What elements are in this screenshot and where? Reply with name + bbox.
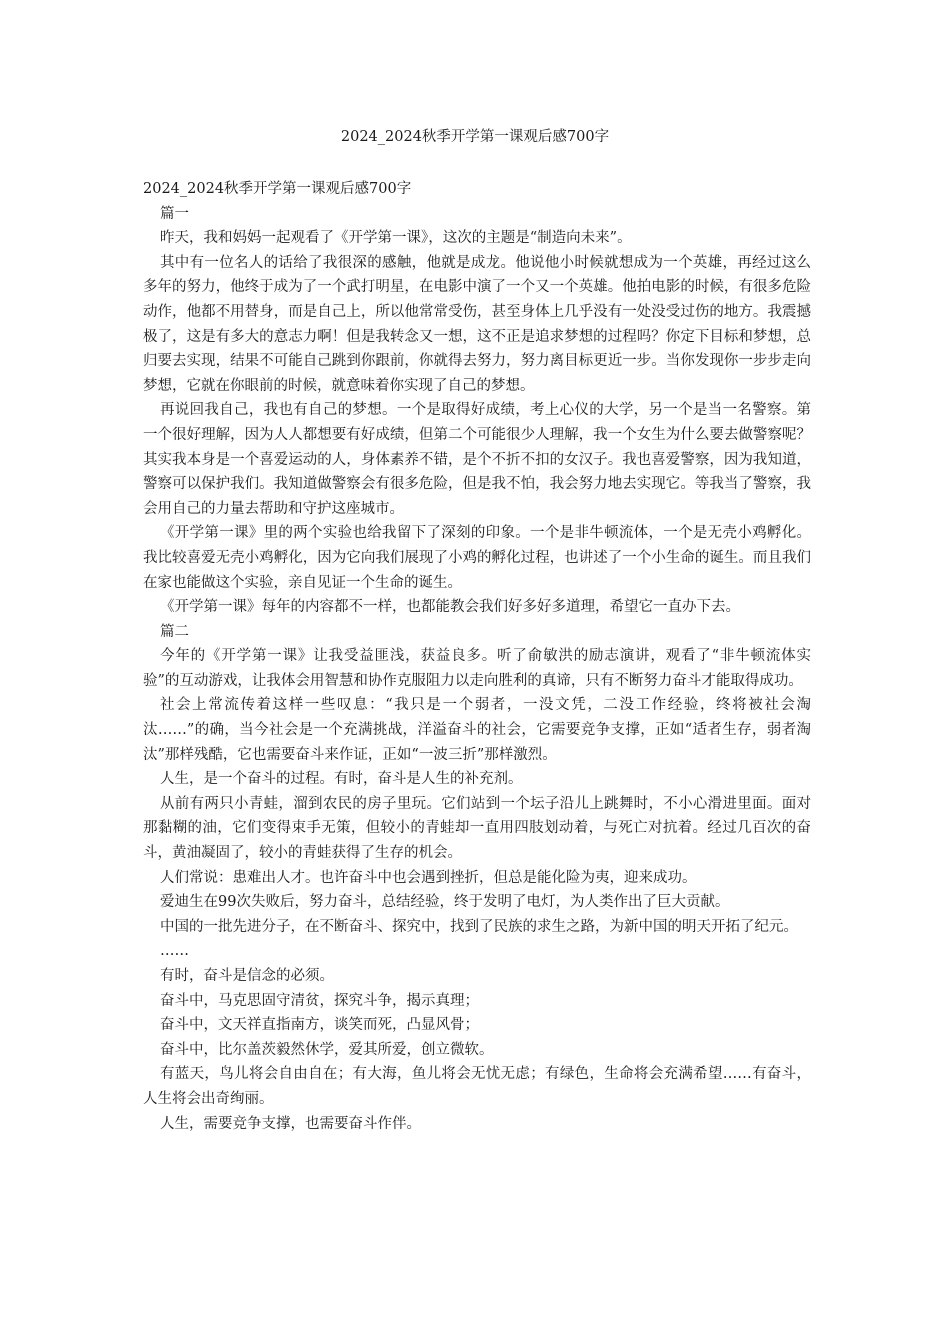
- paragraph: 中国的一批先进分子，在不断奋斗、探究中，找到了民族的求生之路，为新中国的明天开拓了纪元。: [160, 918, 798, 935]
- paragraph: 《开学第一课》里的两个实验也给我留下了深刻的印象。一个是非牛顿流体，一个是无壳小鸡孵化。我比较喜爱无壳小鸡孵化，因为它向我们展现了小鸡的孵化过程，也讲述了一个小生命的诞生。而且我们在家也能做这个实验，亲自见证一个生命的诞生。: [143, 525, 811, 591]
- paragraph: 奋斗中，比尔盖茨毅然休学，爱其所爱，创立微软。: [160, 1041, 494, 1058]
- paragraph: 奋斗中，马克思固守清贫，探究斗争，揭示真理；: [160, 992, 479, 1009]
- document-body: [143, 177, 811, 1136]
- section-heading-2: 篇二: [160, 623, 189, 640]
- paragraph: 爱迪生在99次失败后，努力奋斗，总结经验，终于发明了电灯，为人类作出了巨大贡献。: [160, 894, 730, 911]
- paragraph: 人生，是一个奋斗的过程。有时，奋斗是人生的补充剂。: [160, 771, 523, 788]
- paragraph: 有蓝天，鸟儿将会自由自在；有大海，鱼儿将会无忧无虑；有绿色，生命将会充满希望……有奋斗，人生将会出奇绚丽。: [143, 1066, 811, 1107]
- section-heading-1: 篇一: [160, 205, 189, 222]
- paragraph: 从前有两只小青蛙，溜到农民的房子里玩。它们站到一个坛子沿儿上跳舞时，不小心滑进里面。面对那黏糊的油，它们变得束手无策，但较小的青蛙却一直用四肢划动着，与死亡对抗着。经过几百次的奋斗，黄油凝固了，较小的青蛙获得了生存的机会。: [143, 795, 811, 862]
- ellipsis-line: ……: [160, 943, 189, 960]
- paragraph: 有时，奋斗是信念的必须。: [160, 968, 334, 984]
- paragraph: 《开学第一课》每年的内容都不一样，也都能教会我们好多好多道理，希望它一直办下去。: [160, 599, 740, 616]
- paragraph: 人们常说：患难出人才。也许奋斗中也会遇到挫折，但总是能化险为夷，迎来成功。: [160, 869, 697, 886]
- document-subtitle: 2024_2024秋季开学第一课观后感700字: [143, 181, 412, 197]
- paragraph: 奋斗中，文天祥直指南方，谈笑而死，凸显风骨；: [160, 1017, 479, 1034]
- paragraph: 人生，需要竞争支撑，也需要奋斗作伴。: [160, 1115, 421, 1132]
- document-title: 2024_2024秋季开学第一课观后感700字: [340, 129, 610, 145]
- paragraph: 其中有一位名人的话给了我很深的感触，他就是成龙。他说他小时候就想成为一个英雄，再经过这么多年的努力，他终于成为了一个武打明星，在电影中演了一个又一个英雄。他拍电影的时候，有很多危险动作，他都不用替身，而是自己上，所以他常常受伤，甚至身体上几乎没有一处没受过伤的地方。我震撼极了，这是有多大的意志力啊！但是我转念又一想，这不正是追求梦想的过程吗？你定下目标和梦想，总归要去实现，结果不可能自己跳到你跟前，你就得去努力，努力离目标更近一步。当你发现你一步步走向梦想，它就在你眼前的时候，就意味着你实现了自己的梦想。: [143, 254, 811, 394]
- paragraph: 今年的《开学第一课》让我受益匪浅，获益良多。听了俞敏洪的励志演讲，观看了“非牛顿流体实验”的互动游戏，让我体会用智慧和协作克服阻力以走向胜利的真谛，只有不断努力奋斗才能取得成功。: [143, 648, 811, 689]
- paragraph: 昨天，我和妈妈一起观看了《开学第一课》，这次的主题是“制造向未来”。: [160, 230, 632, 247]
- paragraph: 社会上常流传着这样一些叹息：“我只是一个弱者，一没文凭，二没工作经验，终将被社会淘汰……”的确，当今社会是一个充满挑战，洋溢奋斗的社会，它需要竞争支撑，正如“适者生存，弱者淘汰”那样残酷，它也需要奋斗来作证，正如“一波三折”那样激烈。: [143, 697, 811, 763]
- paragraph: 再说回我自己，我也有自己的梦想。一个是取得好成绩，考上心仪的大学，另一个是当一名警察。第一个很好理解，因为人人都想要有好成绩，但第二个可能很少人理解，我一个女生为什么要去做警察呢？其实我本身是一个喜爱运动的人，身体素养不错，是个不折不扣的女汉子。我也喜爱警察，因为我知道，警察可以保护我们。我知道做警察会有很多危险，但是我不怕，我会努力地去实现它。等我当了警察，我会用自己的力量去帮助和守护这座城市。: [143, 402, 811, 517]
